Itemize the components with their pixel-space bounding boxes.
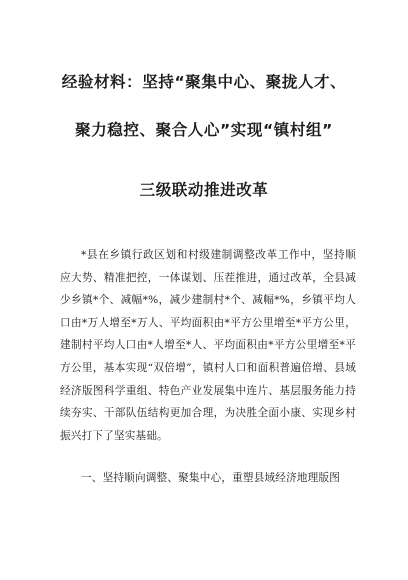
section-heading-1: 一、坚持顺向调整、聚集中心，重塑县域经济地理版图 (81, 472, 341, 484)
intro-paragraph: *县在乡镇行政区划和村级建制调整改革工作中，坚持顺应大势、精准把控，一体谋划、压茬推进，通过改革，全县减少乡镇*个、减幅*%，减少建制村*个、减幅*%，乡镇平均人口由*万人增至*万人、平均面积由*平方公里增至*平方公里，建制村平均人口由*人增至*人、平均面积由*平方公里增至*平方公里，基本实现“双倍增”，镇村人口和面积普遍倍增、县域经济版图科学重组、特色产业发展集中连片、基层服务能力持续夯实、干部队伍结构更加合理，为决胜全面小康、实现乡村振兴打下了坚实基础。 (60, 249, 356, 442)
document-title-line-2: 聚力稳控、聚合人心”实现“镇村组” (75, 121, 333, 139)
document-title-line-1: 经验材料：坚持“聚集中心、聚拢人才、 (61, 73, 347, 91)
document-title-line-3: 三级联动推进改革 (139, 181, 269, 199)
